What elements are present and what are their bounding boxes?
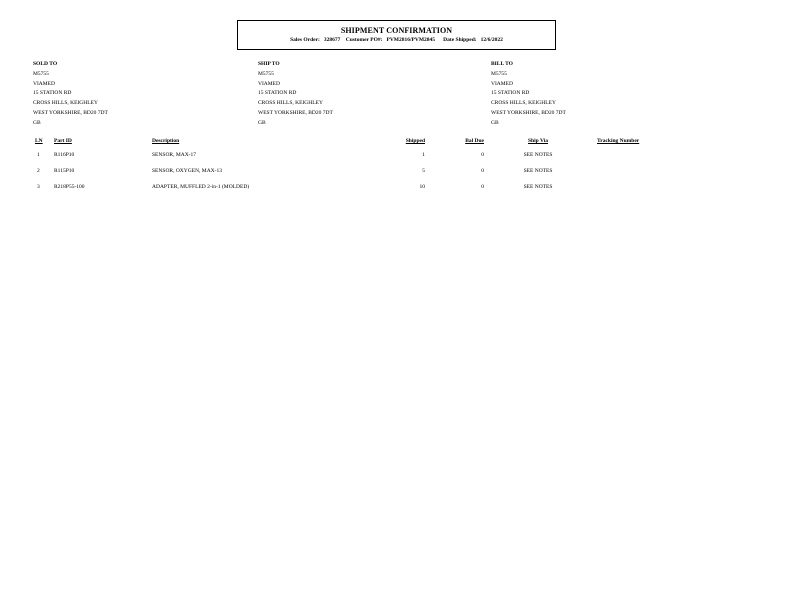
cell-ship-via: SEE NOTES — [523, 152, 553, 158]
cell-ship-via: SEE NOTES — [523, 184, 553, 190]
cell-shipped: 1 — [422, 152, 425, 158]
sold-to-line: 15 STATION RD — [33, 90, 72, 97]
cell-ship-via: SEE NOTES — [523, 168, 553, 174]
bill-to-line: GB — [491, 119, 499, 126]
ship-to-line: CROSS HILLS, KEIGHLEY — [258, 100, 323, 107]
sold-to-line: WEST YORKSHIRE, BD20 7DT — [33, 109, 108, 116]
bill-to-line: M5755 — [491, 70, 507, 77]
cell-ln: 3 — [37, 184, 40, 190]
bill-to-line: 15 STATION RD — [491, 90, 530, 97]
ship-to-block — [258, 60, 333, 129]
cell-description: ADAPTER, MUFFLED 2-in-1 (MOLDED) — [152, 184, 250, 190]
column-header-bal-due: Bal Due — [465, 138, 484, 144]
cell-bal-due: 0 — [481, 152, 484, 158]
cell-ln: 1 — [37, 152, 40, 158]
sales-order-label: Sales Order: — [290, 37, 320, 43]
bill-to-line: WEST YORKSHIRE, BD20 7DT — [491, 109, 566, 116]
sold-to-line: CROSS HILLS, KEIGHLEY — [33, 100, 98, 107]
ship-to-line: 15 STATION RD — [258, 90, 297, 97]
order-summary-line — [238, 37, 555, 44]
column-header-description: Description — [152, 138, 180, 144]
cell-part-id: R116P10 — [54, 152, 75, 158]
customer-po-label: Customer PO#: — [345, 37, 383, 43]
column-header-ship-via: Ship Via — [527, 138, 549, 144]
date-shipped-label: Date Shipped: — [443, 37, 477, 43]
ship-to-line: WEST YORKSHIRE, BD20 7DT — [258, 109, 333, 116]
customer-po-value: PVM2816/PVM2845 — [386, 37, 436, 43]
bill-to-heading: BILL TO — [491, 61, 513, 67]
sold-to-block — [33, 60, 108, 129]
bill-to-line: VIAMED — [491, 80, 513, 87]
cell-shipped: 10 — [419, 184, 425, 190]
cell-shipped: 5 — [422, 168, 425, 174]
column-header-part-id: Part ID — [54, 138, 72, 144]
column-header-tracking-number: Tracking Number — [597, 138, 640, 144]
cell-part-id: R218P55-100 — [54, 184, 85, 190]
date-shipped-value: 12/6/2022 — [480, 37, 503, 43]
cell-bal-due: 0 — [481, 184, 484, 190]
cell-description: SENSOR, MAX-17 — [152, 152, 197, 158]
sold-to-line: GB — [33, 119, 41, 126]
ship-to-heading: SHIP TO — [258, 61, 280, 67]
column-header-shipped: Shipped — [405, 138, 425, 144]
title-box — [237, 20, 556, 50]
sold-to-line: VIAMED — [33, 80, 55, 87]
ship-to-line: VIAMED — [258, 80, 280, 87]
bill-to-line: CROSS HILLS, KEIGHLEY — [491, 100, 556, 107]
sales-order-value: 328677 — [323, 37, 341, 43]
cell-ln: 2 — [37, 168, 40, 174]
bill-to-block — [491, 60, 566, 129]
cell-part-id: R115P10 — [54, 168, 75, 174]
page-title: SHIPMENT CONFIRMATION — [340, 26, 453, 35]
cell-bal-due: 0 — [481, 168, 484, 174]
sold-to-heading: SOLD TO — [33, 61, 58, 67]
sold-to-line: M5755 — [33, 70, 49, 77]
ship-to-line: GB — [258, 119, 266, 126]
column-header-ln: LN — [35, 138, 43, 144]
cell-description: SENSOR, OXYGEN, MAX-13 — [152, 168, 222, 174]
ship-to-line: M5755 — [258, 70, 274, 77]
